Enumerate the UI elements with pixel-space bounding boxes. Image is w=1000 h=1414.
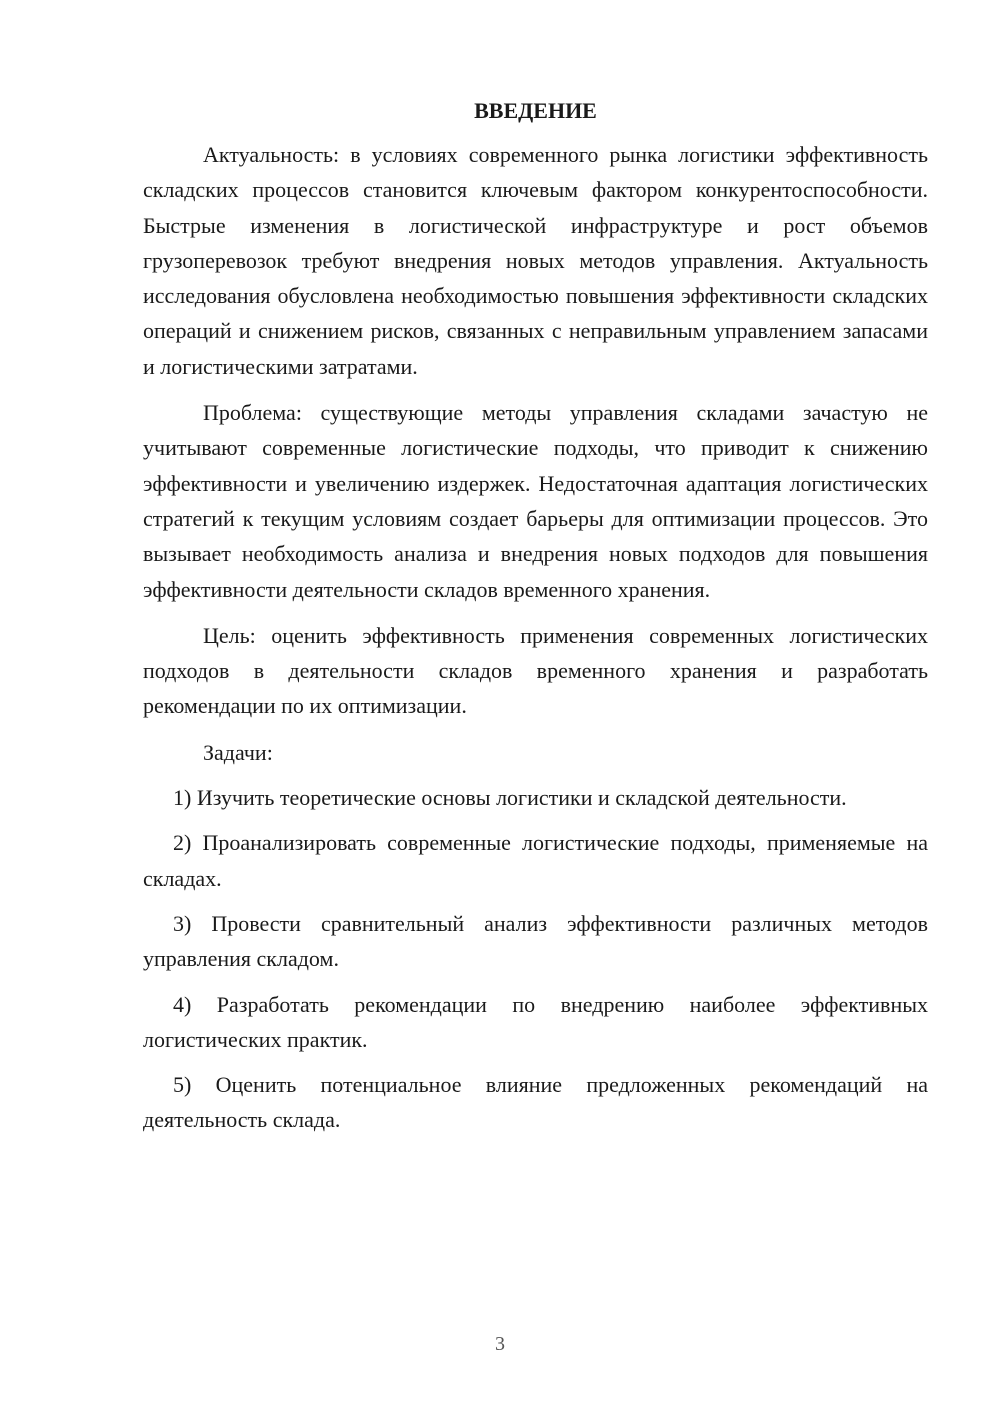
tasks-heading: Задачи:: [203, 739, 273, 765]
paragraph-relevance: Актуальность: в условиях современного рынка логистики эффективность складских процессов становится ключевым фактором конкурентоспособности. Быстрые изменения в логистической инфраструктуре и рост объемов грузоперевозок требуют внедрения новых методов управления. Актуальность исследования обусловлена необходимостью повышения эффективности складских операций и снижением рисков, связанных с неправильным управлением запасами и логистическими затратами.: [143, 142, 928, 379]
page-number: 3: [495, 1333, 505, 1355]
task-item-2: 2) Проанализировать современные логистические подходы, применяемые на складах.: [143, 830, 928, 891]
task-item-4: 4) Разработать рекомендации по внедрению наиболее эффективных логистических практик.: [143, 991, 928, 1052]
paragraph-problem: Проблема: существующие методы управления складами зачастую не учитывают современные логистические подходы, что приводит к снижению эффективности и увеличению издержек. Недостаточная адаптация логистических стратегий к текущим условиям создает барьеры для оптимизации процессов. Это вызывает необходимость анализа и внедрения новых подходов для повышения эффективности деятельности складов временного хранения.: [143, 400, 928, 602]
task-item-5: 5) Оценить потенциальное влияние предложенных рекомендаций на деятельность склада.: [143, 1072, 928, 1133]
document-page: [143, 96, 928, 1148]
page-title: ВВЕДЕНИЕ: [474, 98, 597, 123]
paragraph-goal: Цель: оценить эффективность применения современных логистических подходов в деятельности складов временного хранения и разработать рекомендации по их оптимизации.: [143, 622, 928, 719]
task-item-1: 1) Изучить теоретические основы логистики и складской деятельности.: [173, 785, 847, 811]
task-item-3: 3) Провести сравнительный анализ эффективности различных методов управления складом.: [143, 910, 928, 972]
